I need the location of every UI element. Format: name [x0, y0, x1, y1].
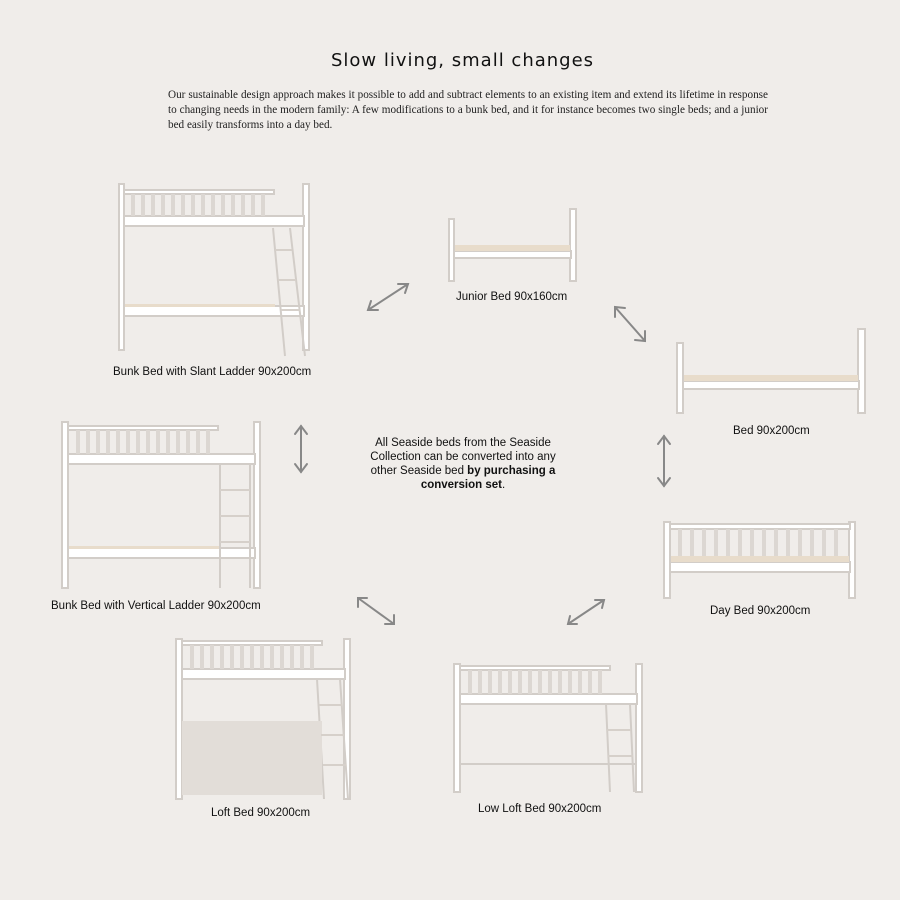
- junior-bed-label: Junior Bed 90x160cm: [456, 291, 568, 303]
- conversion-note-end: .: [501, 479, 506, 491]
- bunk-bed-slant-ladder-image: [115, 180, 320, 358]
- bunk-bed-slant-ladder-label: Bunk Bed with Slant Ladder 90x200cm: [113, 366, 312, 378]
- bed-label: Bed 90x200cm: [733, 425, 810, 437]
- conversion-note-bold: by purchasing a conversion set: [420, 465, 556, 491]
- day-bed-image: [660, 518, 860, 600]
- loft-bed-label: Loft Bed 90x200cm: [211, 807, 311, 819]
- conversion-note-text: All Seaside beds from the Seaside Collection can be converted into any other Seaside bed: [370, 437, 556, 477]
- day-bed-label: Day Bed 90x200cm: [710, 605, 811, 617]
- arrow-junior-bed-icon: [610, 302, 650, 346]
- low-loft-bed-image: [450, 660, 648, 796]
- bunk-bed-vertical-ladder-label: Bunk Bed with Vertical Ladder 90x200cm: [51, 600, 261, 612]
- arrow-bed-day-bed-icon: [654, 432, 674, 490]
- arrow-day-bed-low-loft-icon: [562, 594, 610, 630]
- arrow-bunk-vertical-loft-icon: [352, 592, 400, 630]
- arrow-bunk-slant-vertical-icon: [291, 422, 311, 476]
- page-title: Slow living, small changes: [330, 50, 595, 71]
- low-loft-bed-label: Low Loft Bed 90x200cm: [478, 803, 602, 815]
- arrow-bunk-slant-junior-icon: [362, 278, 414, 316]
- bed-image: [673, 325, 873, 417]
- intro-paragraph: Our sustainable design approach makes it possible to add and subtract elements to an existing item and extend its lifetime in response to changing needs in the modern family: A few modifications to a bunk bed, and it for instance becomes two single beds; and a junior bed easily transforms into a day bed.: [168, 89, 768, 131]
- junior-bed-image: [445, 205, 585, 285]
- loft-bed-image: [172, 635, 356, 803]
- bunk-bed-vertical-ladder-image: [58, 418, 266, 594]
- conversion-note: [368, 436, 558, 492]
